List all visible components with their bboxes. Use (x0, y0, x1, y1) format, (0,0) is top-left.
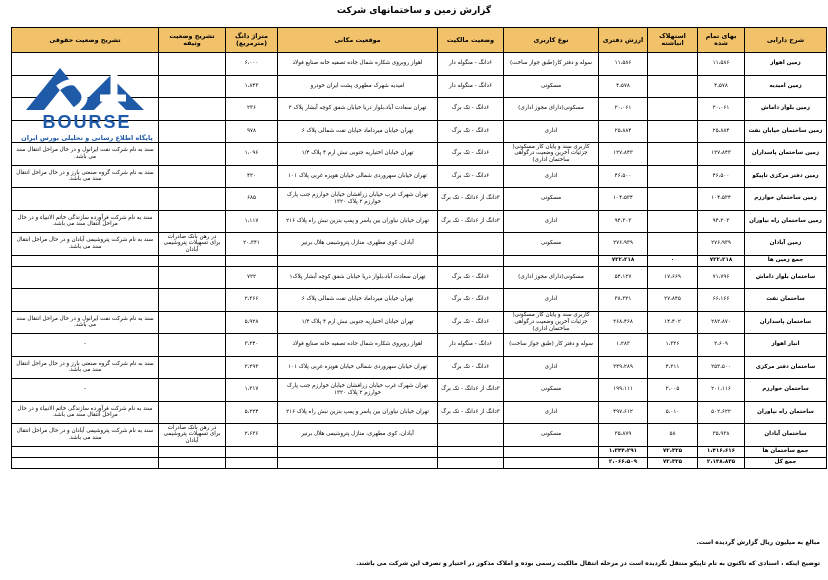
location (278, 255, 438, 266)
collateral-status: در رهن بانک صادرات برای تسهیلات پتروشیمی آبادان (159, 233, 226, 256)
cost-value: ۲،۱۳۸،۸۳۵ (698, 457, 745, 468)
usage-type: اداری (504, 356, 599, 379)
depreciation-value (648, 210, 698, 233)
usage-type (504, 457, 599, 468)
usage-type: مسکونی (504, 379, 599, 402)
book-value: ۱،۲۸۳ (599, 334, 648, 357)
location: تهران خیابان اختیاریه جنوبی نبش ارم ۴ پلاک ۱/۴ (278, 311, 438, 334)
location: تهران خیابان میرداماد خیابان نفت شمالی پلاک ۶ (278, 120, 438, 143)
ownership-status: ۶دانگ - تک برگ (438, 289, 504, 312)
location: تهران سعادت آباد،بلوار دریا خیابان شفق کوچه آبشار پلاک ۲ (278, 98, 438, 121)
book-value: ۲۷۶،۹۳۹ (599, 233, 648, 256)
ownership-status: ۶دانگ - تک برگ (438, 266, 504, 289)
usage-type: مسکونی(دارای مجوز اداری) (504, 98, 599, 121)
cost-value: ۳۵،۹۳۸ (698, 424, 745, 447)
area-meterage: ۱،۳۱۷ (226, 379, 278, 402)
book-value: ۱۱،۵۸۶ (599, 53, 648, 76)
table-row (12, 379, 827, 402)
collateral-status (159, 446, 226, 457)
area-meterage: ۱،۸۴۳ (226, 75, 278, 98)
header-cell: وضعیت مالکیت (438, 28, 504, 53)
asset-description: زمین ساختمان پاسداران (745, 143, 827, 166)
depreciation-value: ۱،۳۲۶ (648, 334, 698, 357)
depreciation-value (648, 233, 698, 256)
header-cell: تشریح وضعیت وثیقه (159, 28, 226, 53)
asset-description: ساختمان آبادان (745, 424, 827, 447)
collateral-status (159, 75, 226, 98)
ownership-status: ۶دانگ - تک برگ (438, 120, 504, 143)
depreciation-value: ۵،۰۱۰ (648, 401, 698, 424)
ownership-status (438, 424, 504, 447)
location: آبادان، کوی مطهری، منازل پتروشیمی هلال برنیر (278, 233, 438, 256)
legal-status: سند به نام شرکت گروه صنعتی بارز و در حال مراحل انتقال سند می باشد. (12, 356, 159, 379)
ownership-status: ۶دانگ - تک برگ (438, 165, 504, 188)
book-value: ۲۶۸،۴۶۸ (599, 311, 648, 334)
collateral-status (159, 120, 226, 143)
table-row (12, 188, 827, 211)
area-meterage: ۴۲۰ (226, 165, 278, 188)
collateral-status (159, 334, 226, 357)
logo-caption: پایگاه اطلاع رسانی و تحلیلی بورس ایران (21, 134, 153, 142)
location: تهران خیابان اختیاریه جنوبی نبش ارم ۴ پلاک ۱/۴ (278, 143, 438, 166)
depreciation-value: ۲۷،۸۴۵ (648, 289, 698, 312)
legal-status: سند به نام شرکت پتروشیمی آبادان و در حال مراحل انتقال سند می باشد. (12, 233, 159, 256)
legal-status: سند به نام شرکت فرآورده سازندگی خاتم الانبیاء و در حال مراحل انتقال سند می باشد. (12, 401, 159, 424)
footnote-units: مبالغ به میلیون ریال گزارش گردیده است. (696, 539, 820, 546)
asset-description: جمع ساختمان ها (745, 446, 827, 457)
location: تهران شهرک غرب خیابان زرافشان خیابان خوارزم جنب پارک خوارزم ۲ پلاک ۱۳۲۰ (278, 188, 438, 211)
area-meterage: ۲،۶۳۶ (226, 424, 278, 447)
location: تهران خیابان نیاوران بین یاسر و پمپ بنزین نبش راه پلاک ۲۱۶ (278, 401, 438, 424)
area-meterage: ۱،۰۹۶ (226, 143, 278, 166)
asset-description: ساختمان خوارزم (745, 379, 827, 402)
ownership-status: ۶دانگ - منگوله دار (438, 334, 504, 357)
depreciation-value: ۷۲،۳۲۵ (648, 446, 698, 457)
asset-description: زمین ساختمان راه نیاوران (745, 210, 827, 233)
book-value: ۳۸،۳۲۱ (599, 289, 648, 312)
collateral-status (159, 379, 226, 402)
header-cell: استهلاک انباشته (648, 28, 698, 53)
location: تهران شهرک غرب خیابان زرافشان خیابان خوارزم جنب پارک خوارزم ۲ پلاک ۱۳۲۰ (278, 379, 438, 402)
legal-status (12, 266, 159, 289)
usage-type: اداری (504, 289, 599, 312)
collateral-status: در رهن بانک صادرات برای تسهیلات پتروشیمی آبادان (159, 424, 226, 447)
ownership-status (438, 446, 504, 457)
asset-description: ساختمان دفتر مرکزی (745, 356, 827, 379)
asset-description: ساختمان نفت (745, 289, 827, 312)
area-meterage: ۲،۳۶۶ (226, 289, 278, 312)
asset-description: زمین امیدیه (745, 75, 827, 98)
usage-type: سوله و دفتر کار (طبق جواز ساخت) (504, 334, 599, 357)
area-meterage: ۵،۹۲۸ (226, 311, 278, 334)
cost-value: ۱۰۴،۵۳۴ (698, 188, 745, 211)
collateral-status (159, 457, 226, 468)
depreciation-value (648, 120, 698, 143)
legal-status: سند به نام شرکت نفت ایرانول و در حال مراحل انتقال سند می باشد. (12, 311, 159, 334)
usage-type: سوله و دفتر کار(طبق جواز ساخت) (504, 53, 599, 76)
book-value: ۱،۳۴۴،۲۹۱ (599, 446, 648, 457)
legal-status: سند به نام شرکت پتروشیمی آبادان و در حال مراحل انتقال سند می باشد. (12, 424, 159, 447)
location: اهواز روبروی شکاره شمال جاده تصفیه خانه صنایع فولاد (278, 334, 438, 357)
table-row (12, 266, 827, 289)
depreciation-value: ۵۸ (648, 424, 698, 447)
book-value: ۲،۰۶۶،۵۰۹ (599, 457, 648, 468)
ownership-status: ۳دانگ از ۶دانگ - تک برگ (438, 379, 504, 402)
book-value: ۹۴،۳۰۳ (599, 210, 648, 233)
usage-type: اداری (504, 210, 599, 233)
usage-type (504, 255, 599, 266)
table-row (12, 233, 827, 256)
ownership-status (438, 255, 504, 266)
asset-description: جمع زمین ها (745, 255, 827, 266)
table-row (12, 311, 827, 334)
table-row (12, 401, 827, 424)
location: تهران خیابان نیاوران بین یاسر و پمپ بنزین نبش راه پلاک ۲۱۶ (278, 210, 438, 233)
ownership-status: ۶دانگ - تک برگ (438, 311, 504, 334)
legal-status (12, 457, 159, 468)
ownership-status (438, 233, 504, 256)
book-value: ۲۴۹،۲۸۹ (599, 356, 648, 379)
asset-description: زمین بلوار داماش (745, 98, 827, 121)
location: آبادان، کوی مطهری، منازل پتروشیمی هلال برنیر (278, 424, 438, 447)
area-meterage: ۲۳۶ (226, 98, 278, 121)
legal-status (12, 446, 159, 457)
depreciation-value (648, 75, 698, 98)
usage-type: اداری (504, 120, 599, 143)
asset-description: زمین ساختمان خوارزم (745, 188, 827, 211)
ownership-status: ۶دانگ - منگوله دار (438, 75, 504, 98)
location (278, 446, 438, 457)
legal-status (12, 255, 159, 266)
usage-type: مسکونی (504, 188, 599, 211)
ownership-status (438, 457, 504, 468)
footnote-explanation: توضیح اینکه ، اسنادی که تاکنون به نام تاپیکو منتقل نگردیده است در مرحله انتقال مالکیت رسمی بوده و املاک مذکور در اختیار و تصرف این شرکت می باشند. (356, 560, 820, 567)
cost-value: ۱۱،۵۸۶ (698, 53, 745, 76)
cost-value: ۹۴،۳۰۳ (698, 210, 745, 233)
legal-status: سند به نام شرکت نفت ایرانول و در حال مراحل انتقال سند می باشد. (12, 143, 159, 166)
report-title: گزارش زمین و ساختمانهای شرکت (336, 6, 492, 16)
depreciation-value: ۱۷،۶۶۹ (648, 266, 698, 289)
book-value: ۴،۵۷۸ (599, 75, 648, 98)
collateral-status (159, 210, 226, 233)
collateral-status (159, 356, 226, 379)
asset-description: زمین ساختمان خیابان نفت (745, 120, 827, 143)
asset-description: زمین دفتر مرکزی تاپیکو (745, 165, 827, 188)
area-meterage: ۶۸۵ (226, 188, 278, 211)
bourse-logo (18, 60, 156, 146)
area-meterage: ۲۰،۳۴۱ (226, 233, 278, 256)
book-value: ۱۲۷،۸۴۳ (599, 143, 648, 166)
collateral-status (159, 53, 226, 76)
table-row (12, 356, 827, 379)
usage-type: کاربری سند و پایان کار مسکونی( جزئیات آخرین وضعیت درگواهی ساختمان اداری) (504, 311, 599, 334)
area-meterage (226, 446, 278, 457)
depreciation-value (648, 98, 698, 121)
area-meterage: ۶،۰۰۰ (226, 53, 278, 76)
cost-value: ۷۱،۷۹۶ (698, 266, 745, 289)
total-row (12, 457, 827, 468)
usage-type: مسکونی (504, 424, 599, 447)
cost-value: ۴۶،۵۰۰ (698, 165, 745, 188)
book-value: ۴۹۷،۶۱۲ (599, 401, 648, 424)
depreciation-value: ۰ (648, 255, 698, 266)
area-meterage: ۹۷۸ (226, 120, 278, 143)
usage-type (504, 446, 599, 457)
cost-value: ۲،۶۰۹ (698, 334, 745, 357)
legal-status (12, 188, 159, 211)
table-row (12, 334, 827, 357)
asset-description: زمین آبادان (745, 233, 827, 256)
asset-description: انبار اهواز (745, 334, 827, 357)
book-value: ۵۴،۱۲۷ (599, 266, 648, 289)
depreciation-value (648, 143, 698, 166)
cost-value: ۶۶،۱۶۶ (698, 289, 745, 312)
collateral-status (159, 255, 226, 266)
header-cell: شرح دارایی (745, 28, 827, 53)
header-cell: نوع کاربری (504, 28, 599, 53)
location: تهران خیابان سهروردی شمالی خیابان هویزه غربی پلاک ۱۰۱ (278, 356, 438, 379)
header-cell: متراژ دانگ (مترمربع) (226, 28, 278, 53)
cost-value: ۲۷۶،۹۳۹ (698, 233, 745, 256)
cost-value: ۲۰،۰۶۱ (698, 98, 745, 121)
logo-word: BOURSE (42, 112, 132, 132)
ownership-status: ۳دانگ از ۶دانگ - تک برگ (438, 210, 504, 233)
cost-value: ۵۰۲،۶۲۲ (698, 401, 745, 424)
ownership-status: ۳دانگ از ۶دانگ - تک برگ (438, 401, 504, 424)
area-meterage: ۲،۲۹۳ (226, 356, 278, 379)
asset-description: ساختمان بلوار داماش (745, 266, 827, 289)
table-row (12, 289, 827, 312)
collateral-status (159, 143, 226, 166)
legal-status: سند به نام شرکت فرآورده سازندگی خاتم الانبیاء و در حال مراحل انتقال سند می باشد. (12, 210, 159, 233)
collateral-status (159, 401, 226, 424)
location: تهران خیابان سهروردی شمالی خیابان هویزه غربی پلاک ۱۰۱ (278, 165, 438, 188)
depreciation-value: ۴،۲۱۱ (648, 356, 698, 379)
location: امیدیه شهرک مطهری پشت ایران خودرو (278, 75, 438, 98)
usage-type: مسکونی (504, 75, 599, 98)
cost-value: ۲۰۱،۱۱۶ (698, 379, 745, 402)
book-value: ۱۹۹،۱۱۱ (599, 379, 648, 402)
cost-value: ۲۵۳،۵۰۰ (698, 356, 745, 379)
cost-value: ۲۵،۸۸۴ (698, 120, 745, 143)
asset-description: ساختمان پاسداران (745, 311, 827, 334)
ownership-status: ۶دانگ - تک برگ (438, 98, 504, 121)
cost-value: ۱،۴۱۶،۶۱۶ (698, 446, 745, 457)
legal-status: سند به نام شرکت گروه صنعتی بارز و در حال مراحل انتقال سند می باشد. (12, 165, 159, 188)
total-row (12, 255, 827, 266)
location: اهواز روبروی شکاره شمال جاده تصفیه خانه صنایع فولاد (278, 53, 438, 76)
legal-status: - (12, 379, 159, 402)
book-value: ۲۵،۸۸۴ (599, 120, 648, 143)
collateral-status (159, 165, 226, 188)
location (278, 457, 438, 468)
depreciation-value: ۱۴،۴۰۲ (648, 311, 698, 334)
table-header-row (12, 28, 827, 53)
cost-value: ۴،۵۷۸ (698, 75, 745, 98)
location: تهران خیابان میرداماد خیابان نفت شمالی پلاک ۶ (278, 289, 438, 312)
header-cell: تشریح وضعیت حقوقی (12, 28, 159, 53)
cost-value: ۲۸۲،۸۷۰ (698, 311, 745, 334)
collateral-status (159, 311, 226, 334)
depreciation-value: ۲،۰۰۵ (648, 379, 698, 402)
usage-type: مسکونی (504, 233, 599, 256)
header-cell: موقعیت مکانی (278, 28, 438, 53)
asset-description: زمین اهواز (745, 53, 827, 76)
cost-value: ۱۲۷،۸۴۳ (698, 143, 745, 166)
area-meterage: ۳،۲۴۰ (226, 334, 278, 357)
cost-value: ۷۲۲،۲۱۸ (698, 255, 745, 266)
ownership-status: ۶دانگ - تک برگ (438, 356, 504, 379)
collateral-status (159, 98, 226, 121)
area-meterage: ۷۲۲ (226, 266, 278, 289)
area-meterage: ۱،۱۱۷ (226, 210, 278, 233)
collateral-status (159, 289, 226, 312)
asset-description: جمع کل (745, 457, 827, 468)
book-value: ۳۵،۸۷۹ (599, 424, 648, 447)
depreciation-value (648, 188, 698, 211)
legal-status (12, 289, 159, 312)
book-value: ۴۶،۵۰۰ (599, 165, 648, 188)
legal-status: - (12, 334, 159, 357)
ownership-status: ۶دانگ - منگوله دار (438, 53, 504, 76)
book-value: ۷۲۲،۲۱۸ (599, 255, 648, 266)
depreciation-value (648, 53, 698, 76)
depreciation-value (648, 165, 698, 188)
book-value: ۲۰،۰۶۱ (599, 98, 648, 121)
table-row (12, 165, 827, 188)
table-row (12, 210, 827, 233)
area-meterage (226, 457, 278, 468)
depreciation-value: ۷۲،۳۲۵ (648, 457, 698, 468)
table-row (12, 424, 827, 447)
book-value: ۱۰۴،۵۳۴ (599, 188, 648, 211)
usage-type: اداری (504, 165, 599, 188)
collateral-status (159, 266, 226, 289)
ownership-status: ۶دانگ - تک برگ (438, 143, 504, 166)
collateral-status (159, 188, 226, 211)
total-row (12, 446, 827, 457)
usage-type: مسکونی(دارای مجوز اداری) (504, 266, 599, 289)
area-meterage: ۵،۲۲۴ (226, 401, 278, 424)
usage-type: اداری (504, 401, 599, 424)
header-cell: ارزش دفتری (599, 28, 648, 53)
ownership-status: ۳دانگ از ۶دانگ - تک برگ (438, 188, 504, 211)
area-meterage (226, 255, 278, 266)
location: تهران سعادت آباد،بلوار دریا خیابان شفق کوچه آبشار پلاک۱ (278, 266, 438, 289)
usage-type: کاربری سند و پایان کار مسکونی( جزئیات آخرین وضعیت درگواهی ساختمان اداری) (504, 143, 599, 166)
header-cell: بهای تمام شده (698, 28, 745, 53)
asset-description: ساختمان راه نیاوران (745, 401, 827, 424)
